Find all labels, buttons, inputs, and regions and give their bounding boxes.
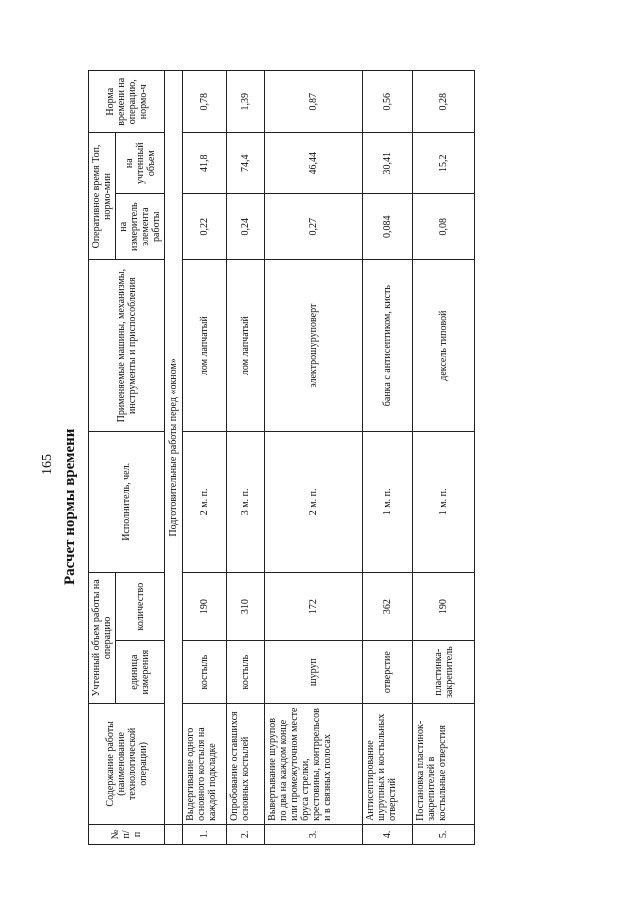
header-optime: Оперативное время Топ, нормо-мин xyxy=(89,133,116,260)
cell-per-unit: 0,22 xyxy=(183,193,227,260)
cell-unit: костыль xyxy=(227,641,265,703)
table-row xyxy=(413,71,475,845)
cell-norm: 0,28 xyxy=(413,71,475,133)
cell-per-unit: 0,08 xyxy=(413,193,475,260)
cell-per-volume: 46,44 xyxy=(265,133,363,193)
cell-per-unit: 0,084 xyxy=(363,193,413,260)
cell-tools: дексель типовой xyxy=(413,260,475,431)
cell-num: 4. xyxy=(363,824,413,844)
header-norm: Норма времени на операцию, нормо-ч xyxy=(89,71,165,133)
cell-per-volume: 41,8 xyxy=(183,133,227,193)
page-number: 165 xyxy=(40,454,55,475)
header-qty: количество xyxy=(116,572,165,641)
cell-qty: 190 xyxy=(413,572,475,641)
cell-tools: лом лапчатый xyxy=(227,260,265,431)
cell-content: Вывертывание шурупов по два на каждом конце или промежуточном месте бруса стрелки, крестовины, контррельсов и в связных полосах xyxy=(265,703,363,824)
cell-norm: 0,78 xyxy=(183,71,227,133)
header-unit: единица измерения xyxy=(116,641,165,703)
header-volume: Учтенный объем работы на операцию xyxy=(89,572,116,703)
header-row-1 xyxy=(89,71,116,845)
cell-per-unit: 0,27 xyxy=(265,193,363,260)
cell-unit: костыль xyxy=(183,641,227,703)
section-spacer xyxy=(165,824,183,844)
cell-content: Опробование оставшихся основных костылей xyxy=(227,703,265,824)
cell-qty: 310 xyxy=(227,572,265,641)
section-row xyxy=(165,71,183,845)
cell-unit: отверстие xyxy=(363,641,413,703)
cell-tools: лом лапчатый xyxy=(183,260,227,431)
cell-norm: 0,87 xyxy=(265,71,363,133)
cell-content: Постановка пластинок-закрепителей в костыльные отверстия xyxy=(413,703,475,824)
cell-tools: банка с антисептиком, кисть xyxy=(363,260,413,431)
cell-unit: шуруп xyxy=(265,641,363,703)
cell-num: 3. xyxy=(265,824,363,844)
cell-performer: 1 м. п. xyxy=(363,431,413,572)
table-row xyxy=(265,71,363,845)
cell-performer: 3 м. п. xyxy=(227,431,265,572)
cell-performer: 2 м. п. xyxy=(183,431,227,572)
cell-per-volume: 74,4 xyxy=(227,133,265,193)
rotated-content xyxy=(40,45,590,845)
cell-qty: 190 xyxy=(183,572,227,641)
cell-num: 2. xyxy=(227,824,265,844)
cell-content: Антисептирование шурупных и костыльных отверстий xyxy=(363,703,413,824)
table-row xyxy=(227,71,265,845)
cell-per-unit: 0,24 xyxy=(227,193,265,260)
cell-num: 5. xyxy=(413,824,475,844)
header-num: № п/п xyxy=(89,824,165,844)
table-row xyxy=(183,71,227,845)
cell-unit: пластинка-закрепитель xyxy=(413,641,475,703)
cell-per-volume: 30,41 xyxy=(363,133,413,193)
header-per-volume: на учтенный объем xyxy=(116,133,165,193)
table-body xyxy=(183,71,475,845)
header-tools: Применяемые машины, механизмы, инструменты и приспособления xyxy=(89,260,165,431)
cell-qty: 362 xyxy=(363,572,413,641)
cell-content: Выдергивание одного основного костыля на каждой подкладке xyxy=(183,703,227,824)
cell-performer: 2 м. п. xyxy=(265,431,363,572)
cell-qty: 172 xyxy=(265,572,363,641)
cell-num: 1. xyxy=(183,824,227,844)
cell-tools: электрошуруповерт xyxy=(265,260,363,431)
header-performer: Исполнитель, чел. xyxy=(89,431,165,572)
table-row xyxy=(363,71,413,845)
section-title: Подготовительные работы перед «окном» xyxy=(165,71,183,825)
header-content: Содержание работы (наименование технологической операции) xyxy=(89,703,165,824)
cell-norm: 1,39 xyxy=(227,71,265,133)
cell-per-volume: 15,2 xyxy=(413,133,475,193)
page-title: Расчет нормы времени xyxy=(62,428,78,585)
cell-performer: 1 м. п. xyxy=(413,431,475,572)
time-norm-table xyxy=(88,70,475,845)
cell-norm: 0,56 xyxy=(363,71,413,133)
header-per-unit: на измеритель элемента работы xyxy=(116,193,165,260)
